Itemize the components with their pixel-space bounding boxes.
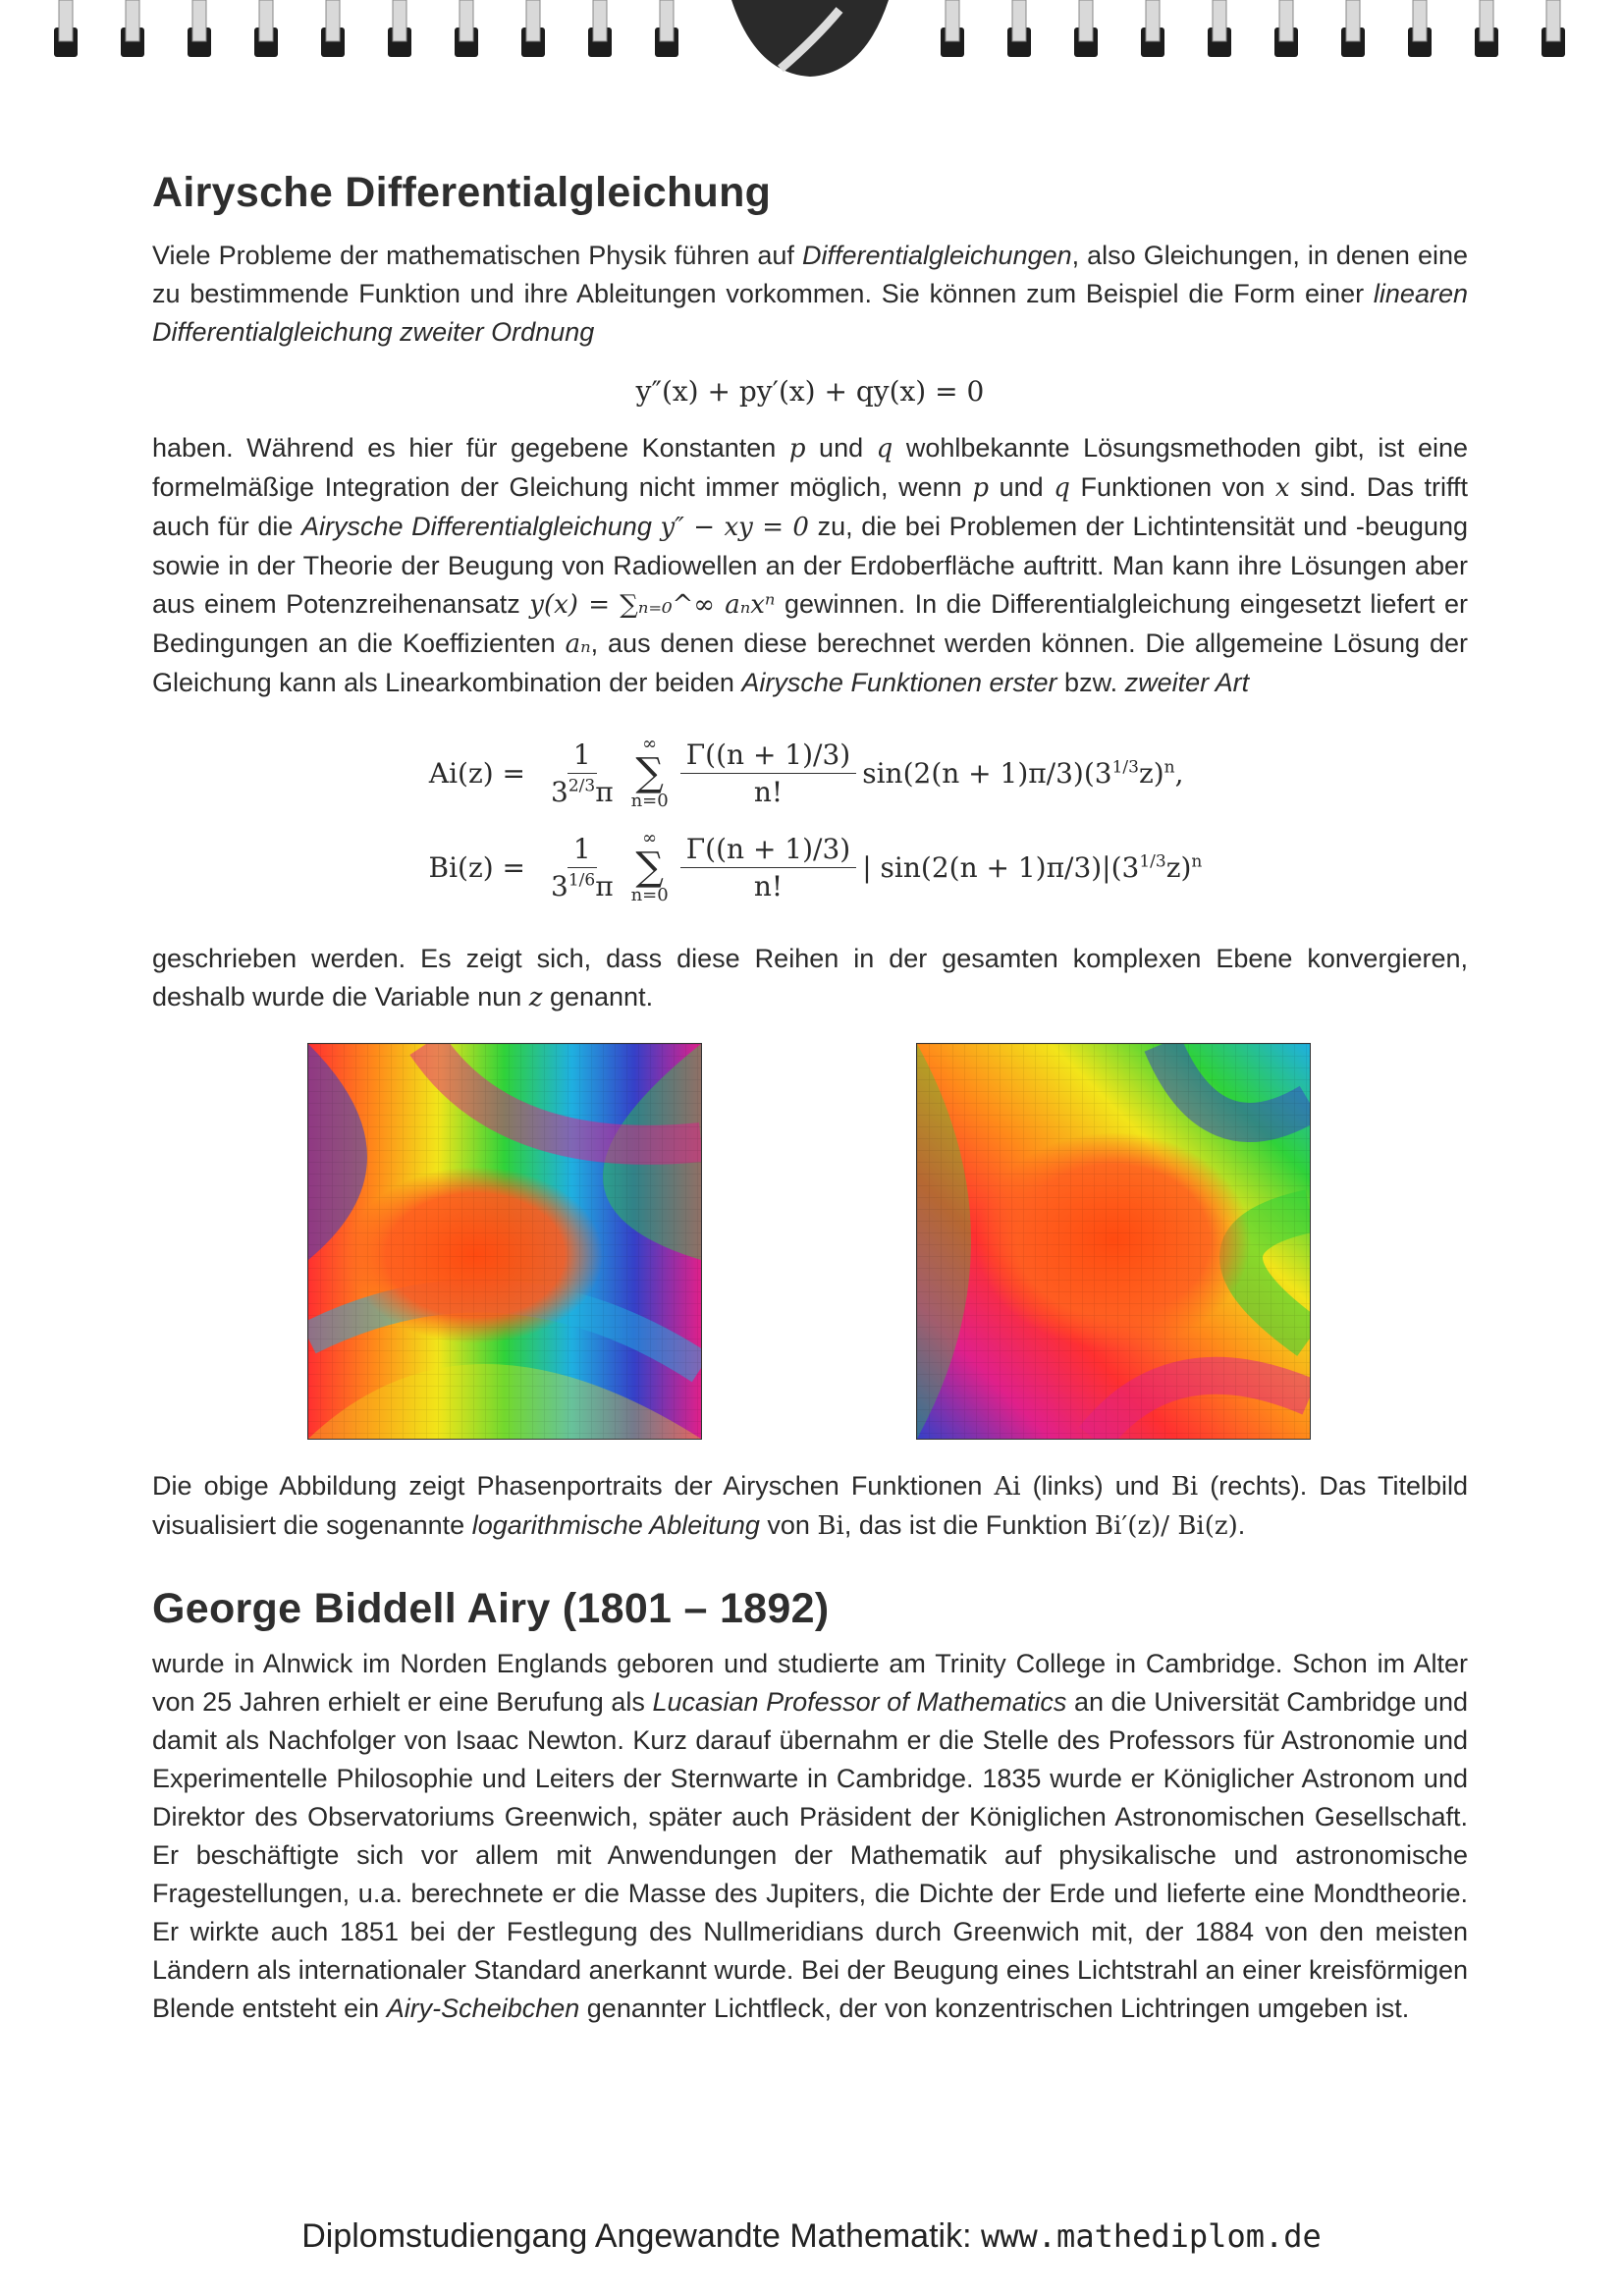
footer: [0, 2217, 1623, 2256]
footer-url-link[interactable]: www.mathediplom.de: [980, 2217, 1322, 2255]
formula-ai: Ai(z) = $\frac{1}{3^{2/3}\pi}$ ∞ ∑ n=0 $\frac{\Gamma((n + 1)/3)}{n!}$ $\sin(2(n + 1)\pi/3)(3^{1/3}z)^n$,: [428, 734, 1184, 811]
binding-wire: [1146, 0, 1160, 41]
binding-wire: [59, 0, 73, 41]
phase-portraits: [152, 1043, 1468, 1448]
convergence-paragraph: geschrieben werden. Es zeigt sich, dass diese Reihen in der gesamten komplexen Ebene konvergieren, deshalb wurde die Variable nun z genannt.: [152, 944, 1468, 1012]
binding-wire: [1012, 0, 1026, 41]
biography-paragraph: wurde in Alnwick im Norden Englands geboren und studierte am Trinity College in Cambridge. Schon im Alter von 25 Jahren erhielt er eine Berufung als Lucasian Professor of Mathematics an die Universität Cambridge und damit als Nachfolger von Isaac Newton. Kurz darauf übernahm er die Stelle des Professors für Astronomie und Experimentelle Philosophie und Leiters der Sternwarte in Cambridge. 1835 wurde er Königlicher Astronom und Direktor des Observatoriums Greenwich, später auch Präsident der Königlichen Astronomischen Gesellschaft. Er beschäftigte sich vor allem mit Anwendungen der Mathematik auf physikalische und astronomische Fragestellungen, u.a. berechnete er die Masse des Jupiters, die Dichte der Erde und lieferte eine Mondtheorie. Er wirkte auch 1851 bei der Festlegung des Nullmeridians durch Greenwich mit, der 1884 von den meisten Ländern als internationaler Standard anerkannt wurde. Bei der Beugung eines Lichtstrahl an einer kreisförmigen Blende entsteht ein Airy-Scheibchen genannter Lichtfleck, der von konzentrischen Lichtringen umgeben ist.: [152, 1649, 1468, 2023]
binding-wire: [393, 0, 406, 41]
airy-formulas: [152, 726, 1468, 914]
binding-wire: [1213, 0, 1226, 41]
binding-wire: [593, 0, 607, 41]
phase-portrait-ai-image: [307, 1043, 702, 1440]
binding-wire: [126, 0, 139, 41]
sum-symbol: ∞ ∑ n=0: [630, 828, 669, 905]
binding-wire: [1480, 0, 1493, 41]
binding-wire: [1413, 0, 1427, 41]
binding-wire: [660, 0, 674, 41]
binding-wire: [1546, 0, 1560, 41]
intro-paragraph: Viele Probleme der mathematischen Physik führen auf Differentialgleichungen, also Gleichungen, in denen eine zu bestimmende Funktion und ihre Ableitungen vorkommen. Sie können zum Beispiel die Form einer linearen Differentialgleichung zweiter Ordnung: [152, 241, 1469, 347]
section-title-airy-biography: George Biddell Airy (1801 – 1892): [152, 1585, 830, 1632]
spiral-binding: [0, 0, 1623, 88]
binding-wire: [526, 0, 540, 41]
footer-text: Diplomstudiengang Angewandte Mathematik:: [301, 2217, 981, 2255]
binding-wire: [192, 0, 206, 41]
series-paragraph: haben. Während es hier für gegebene Konstanten p und q wohlbekannte Lösungsmethoden gibt, ist eine formelmäßige Integration der Gleichung nicht immer möglich, wenn p und q Funktionen von x sind. Das trifft auch für die Airysche Differentialgleichung y″ − xy = 0 zu, die bei Problemen der Lichtintensität und -beugung sowie in der Theorie der Beugung von Radiowellen an der Erdoberfläche auftritt. Man kann ihre Lösungen aber aus einem Potenzreihenansatz y(x) = ∑ₙ₌₀^∞ aₙxⁿ gewinnen. In die Differentialgleichung eingesetzt liefert er Bedingungen an die Koeffizienten aₙ, aus denen diese berechnet werden können. Die allgemeine Lösung der Gleichung kann als Linearkombination der beiden Airysche Funktionen erster bzw. zweiter Art: [152, 433, 1468, 697]
phase-portrait-bi-image: [916, 1043, 1311, 1440]
binding-wire: [259, 0, 273, 41]
binding-wire: [326, 0, 340, 41]
binding-wire: [1079, 0, 1093, 41]
sum-symbol: ∞ ∑ n=0: [630, 734, 669, 811]
binding-wire: [1279, 0, 1293, 41]
ode-equation: y″(x) + py′(x) + qy(x) = 0: [635, 375, 985, 408]
figure-caption: Die obige Abbildung zeigt Phasenportraits der Airyschen Funktionen Ai (links) und Bi (rechts). Das Titelbild visualisiert die sogenannte logarithmische Ableitung von Bi, das ist die Funktion Bi′(z)/ Bi(z).: [152, 1471, 1468, 1541]
formula-bi: Bi(z) = $\frac{1}{3^{1/6}\pi}$ ∞ ∑ n=0 $\frac{\Gamma((n + 1)/3)}{n!}$ | $\sin(2(n + 1)\pi/3)|(3^{1/3}z)^n$: [428, 828, 1203, 905]
binding-wire: [946, 0, 959, 41]
section-title-airy-equation: Airysche Differentialgleichung: [152, 169, 772, 216]
binding-wire: [460, 0, 473, 41]
page-content: [152, 147, 1468, 2028]
binding-wire: [1346, 0, 1360, 41]
